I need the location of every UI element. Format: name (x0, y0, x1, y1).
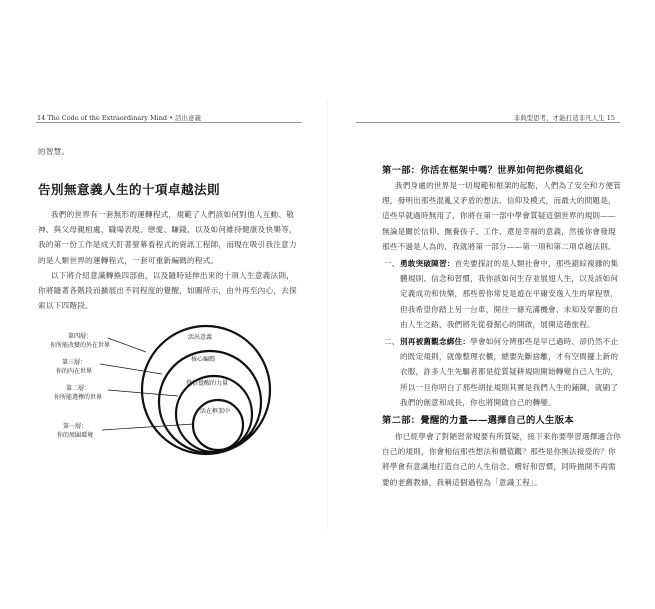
layer-3-label: 第三層： 你的內在世界 (55, 359, 92, 375)
section-2-paragraph: 你已經學會了對陋習常規要有所質疑，接下來你要學習選擇適合你自己的規則，你會相信那些想法和價值觀？那些是你無法接受的？你將學會有意識地打造自己的人生信念、嚐好和習慣，同時拋開不再需要的老舊教條，我稱這個過程為「意識工程」。 (382, 432, 621, 487)
list-item-2-title: 別再被舊觀念綁住： (400, 337, 471, 346)
circle-3-label: 核心編碼 (191, 356, 216, 363)
list-item-2-number: 二、 (384, 337, 400, 346)
layer-2-label: 第二層： 你所能選擇的世界 (53, 385, 102, 401)
text-fragment: 的智慧。 (38, 147, 70, 156)
list-item-1-text: 首先要探討的是人類社會中，那些錯綜複雜的集體規則、信念和習慣，我你該如何生存並展翅人生，以及該如何定義成功和快樂，那些曾你常見是遊在平庸安逸人生的單程票，但我希望你踏上另一台車，開往一條充滿機會、未知及穿靈的自由人生之路，我們將先從發掘心的開啟，展開這趟旅程。 (400, 259, 619, 329)
circle-4-label: 活出意義 (188, 334, 213, 341)
leader-line-layer-4 (108, 338, 146, 352)
list-item-2-text: 學會如何分辨那些是早已過時、卻仍然不止的既定規則，就像整理衣櫃，總要先斷捨離，才有空間擺上新的衣服，許多人生先驅者都是從質疑耕規則開始轉變自己人生的，所以一旦你明白了那些胡扯規則其實是我們人生的鋪陳，就刷了我們的創意和成長，你也將開啟自己的轉變。 (400, 337, 619, 407)
book-gutter (327, 100, 328, 530)
right-header-rule (356, 122, 620, 123)
consciousness-layers-diagram (48, 318, 298, 458)
right-page-running-header: 非典型思考，才能打造非凡人生 15 (513, 114, 615, 122)
left-page-body (38, 207, 300, 313)
list-item-1-title: 勇敢突破陳習： (400, 259, 455, 268)
paragraph-2: 以下將介紹意識轉換四部曲，以及隨時延伸出來的十項人生意義法則，你將隨著各階段而擴展出不同程度的覺醒，如圖所示，由外再至內心，去探索以下四階段。 (38, 270, 297, 311)
list-item-1 (384, 256, 622, 332)
paragraph-1: 我們的世界有一套無形的運轉程式，規範了人們該如何對他人互動、敬神、與父母親相處、職場表現、戀愛、賺錢，以及如何維持健康及快樂等，我的第一份工作是成天盯著螢幕看程式的資訊工程師，而現在吸引我注意力的是人類世界的運轉程式，一套可重新編碼的程式。 (38, 210, 297, 265)
layer-1-label: 第一層： 你的周圍環境 (56, 423, 93, 439)
layer-4-label: 第四層： 你所能改變的外在世界 (49, 333, 110, 349)
section-2-heading: 第二部：覺醒的力量——選擇自己的人生版本 (382, 415, 574, 426)
left-page-heading: 告別無意義人生的十項卓越法則 (38, 182, 221, 197)
section-1-body (382, 178, 622, 254)
section-1-paragraph: 我們身處的世界是一切規範和框架的起點，人們為了安全和方便管理，發明出那些混亂又矛盾的想法、信仰及模式，而最大的問題是，這些早就過時無用了，你將在第一部中學會質疑這個世界的規則——無論是關於信仰、撫養孩子、工作、還是幸福的意義，然後你會發現那些不過是人為的，我就將第一部分——第一項和第二項卓越法則。 (382, 181, 621, 251)
left-header-rule (36, 122, 302, 123)
section-1-heading: 第一部：你活在框架中嗎？世界如何把你模組化 (382, 165, 584, 176)
section-2-body (382, 429, 622, 490)
left-page-running-header: 14 The Code of the Extraordinary Mind • 活出意義 (37, 114, 202, 122)
list-item-1-number: 一、 (384, 259, 400, 268)
left-page-fragment (38, 144, 300, 159)
list-item-2 (384, 334, 622, 410)
circle-2-label: 覺悟覺醒的力量 (186, 380, 229, 387)
leader-line-layer-3 (100, 364, 162, 374)
circle-1-label: 活在框架中 (200, 408, 231, 415)
